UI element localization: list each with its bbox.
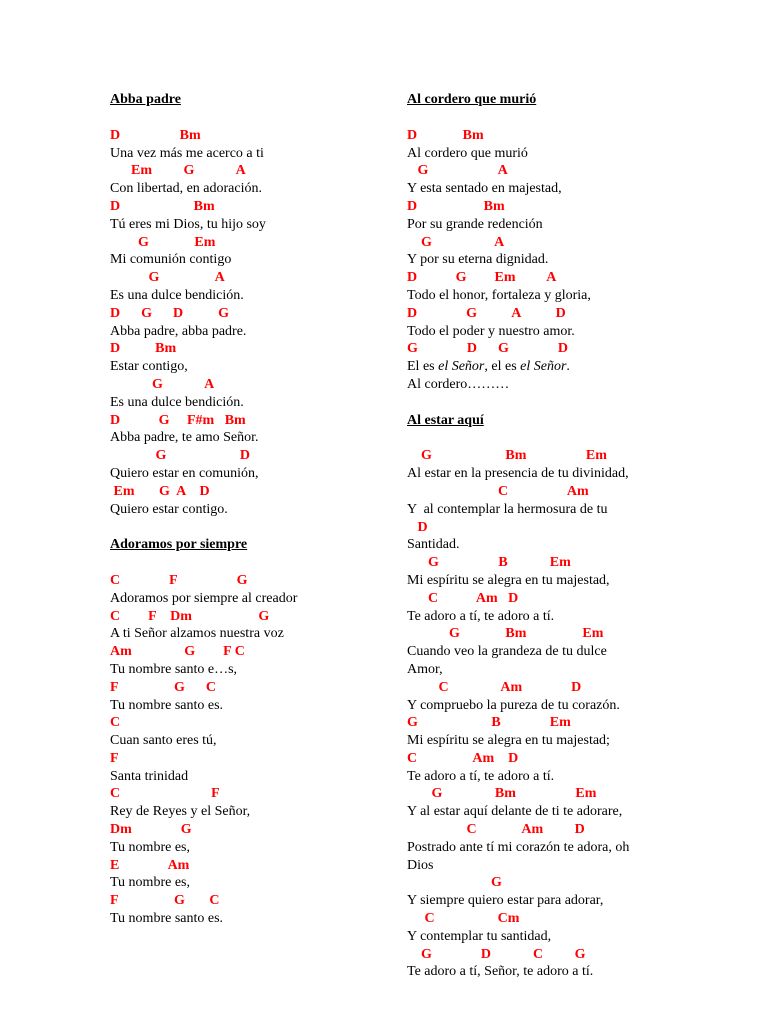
lyric-line: Te adoro a tí, te adoro a tí. [407,608,555,624]
lyric-line: Cuando veo la grandeza de tu dulce [407,644,607,660]
lyric-line: Santidad. [407,537,460,553]
chord-line: G [407,875,502,891]
song-title: Al cordero que murió [407,92,537,107]
lyric-line: Tu nombre santo es. [110,697,224,713]
lyric-line: Tu nombre santo es. [110,911,224,927]
section-spacer [407,109,707,127]
chord-line: G A [110,270,225,286]
lyric-line: Te adoro a tí, te adoro a tí. [407,768,555,784]
chord-line: Em G A [110,163,246,179]
lyric-line: Tu nombre santo e…s, [110,661,238,677]
chord-line: Em G A D [110,483,210,499]
lyric-line: Y por su eterna dignidad. [407,252,549,268]
chord-line: C [110,715,121,731]
lyric-line: Todo el poder y nuestro amor. [407,323,575,339]
chord-line: G B Em [407,715,571,731]
chord-line: D Bm [110,127,201,143]
chord-line: C Am D [407,679,582,695]
lyric-line: Al cordero que murió [407,145,528,161]
lyric-line: Abba padre, abba padre. [110,323,247,339]
lyric-line: Cuan santo eres tú, [110,733,217,749]
chord-line: D Bm [407,198,505,214]
lyric-line: Dios [407,857,434,873]
chord-line: G Bm Em [407,786,597,802]
chord-line: C F G [110,572,248,588]
chord-line: E Am [110,857,190,873]
chord-line: G A [110,376,215,392]
chord-line: C F Dm G [110,608,270,624]
right-column [407,91,707,981]
chord-line: D Bm [407,127,484,143]
lyric-line: Santa trinidad [110,768,189,784]
chord-line: G Em [110,234,216,250]
chord-line: C Am D [407,750,519,766]
lyric-fragment: . [566,359,570,375]
lyric-fragment: el Señor [520,359,567,375]
lyric-line: Y contemplar tu santidad, [407,928,552,944]
lyric-line: Postrado ante tí mi corazón te adora, oh [407,839,630,855]
chord-line: D G D G [110,305,229,321]
chord-line: C Am D [407,590,519,606]
chord-line: Dm G [110,822,192,838]
lyric-line: Rey de Reyes y el Señor, [110,804,251,820]
chord-line: G Bm Em [407,448,607,464]
chord-line: D G Em A [407,270,557,286]
lyric-line: Y al contemplar la hermosura de tu [407,501,608,517]
lyric-line: Una vez más me acerco a ti [110,145,264,161]
lyric-line: Y al estar aquí delante de ti te adorare, [407,804,623,820]
lyric-line: A ti Señor alzamos nuestra voz [110,626,284,642]
lyric-line: Quiero estar en comunión, [110,465,259,481]
lyric-fragment: el Señor [438,359,485,375]
chord-line: G D [110,448,250,464]
section-spacer [407,430,707,448]
lyric-line: Amor, [407,661,443,677]
lyric-line: Con libertad, en adoración. [110,181,263,197]
chord-line: C Cm [407,911,520,927]
lyric-line: Todo el honor, fortaleza y gloria, [407,287,591,303]
lyric-line: Tu nombre es, [110,839,190,855]
chord-line: G B Em [407,555,571,571]
lyric-line: Es una dulce bendición. [110,287,244,303]
chord-line: Am G F C [110,644,245,660]
chord-line: G Bm Em [407,626,604,642]
song-title: Abba padre [110,92,181,107]
lyric-line: Y compruebo la pureza de tu corazón. [407,697,620,713]
chord-line: F G C [110,679,217,695]
lyric-line: Es una dulce bendición. [110,394,244,410]
lyric-line: Mi espíritu se alegra en tu majestad, [407,572,610,588]
lyric-line: Mi comunión contigo [110,252,232,268]
lyric-line: Por su grande redención [407,216,543,232]
lyric-line: Quiero estar contigo. [110,501,228,517]
lyric-fragment: , el es [484,359,521,375]
chord-line: C Am D [407,822,585,838]
section-spacer [407,394,707,412]
lyric-line: Y esta sentado en majestad, [407,181,562,197]
chord-line: D G A D [407,305,566,321]
chord-line: F G C [110,893,220,909]
chord-line: D G F#m Bm [110,412,246,428]
chord-line: G D G D [407,341,568,357]
chord-line: F [110,750,119,766]
lyric-line: Abba padre, te amo Señor. [110,430,259,446]
lyric-line: Mi espíritu se alegra en tu majestad; [407,733,610,749]
lyric-line: Tú eres mi Dios, tu hijo soy [110,216,266,232]
song-title: Al estar aquí [407,412,484,428]
chord-line: D Bm [110,198,215,214]
chord-line: C F [110,786,220,802]
chord-line: D [407,519,428,535]
lyric-line: Adoramos por siempre al creador [110,590,298,606]
lyric-line: Al estar en la presencia de tu divinidad, [407,466,629,482]
lyric-line: Estar contigo, [110,359,188,375]
lyric-line: Te adoro a tí, Señor, te adoro a tí. [407,964,594,980]
chord-line: D Bm [110,341,177,357]
chord-line: G D C G [407,946,586,962]
chord-line: G A [407,163,508,179]
chord-line: G A [407,234,505,250]
lyric-line: Tu nombre es, [110,875,190,891]
lyric-line: Y siempre quiero estar para adorar, [407,893,604,909]
lyric-fragment: El es [407,359,439,375]
lyric-line [407,358,707,376]
lyric-line: Al cordero……… [407,376,510,392]
song-title: Adoramos por siempre [110,537,248,553]
chord-line: C Am [407,483,589,499]
